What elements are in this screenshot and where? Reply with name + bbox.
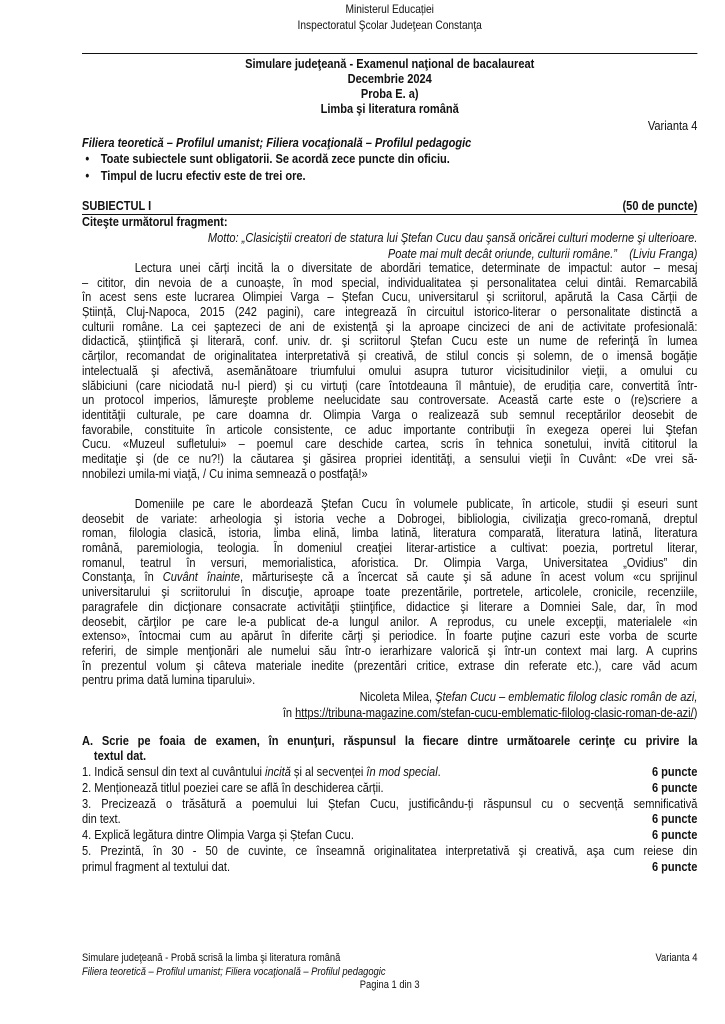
text-run: Constanţa, în <box>82 570 163 585</box>
paragraph-line <box>82 393 697 408</box>
question-line <box>82 828 697 844</box>
paragraph-line <box>82 334 697 349</box>
paragraph-line <box>82 320 697 335</box>
text-run: romanul, teatrul în versuri, memorialistica, aforistica. Dr. Olimpia Varga, Universitatea „Ovidius” din <box>82 555 698 570</box>
paragraph-line <box>82 261 697 276</box>
text-run: pentru prima dată lumina tiparului». <box>82 672 256 688</box>
part-a-line: textul dat. <box>93 747 147 763</box>
text-run: Domeniile pe care le abordează Ştefan Cucu în volumele publicate, în articole, studii şi eseuri sunt <box>134 497 698 511</box>
paragraph-line <box>82 423 697 438</box>
motto <box>82 231 697 262</box>
text-run: Lectura unei cărți incită la o diversitate de abordări tematice, determinate de impactul: autor – mesaj <box>134 261 698 275</box>
text-run: intelectuală şi afectivă, asemănătoare triumfului omului asupra tuturor vicisitudinilor vieţii, a omului cu <box>82 363 698 378</box>
text-run: primul fragment al textului dat. <box>82 858 231 874</box>
paragraph-line <box>82 600 697 615</box>
text-run: universitarului şi scriitorului în discuţie, aproape toate prezentările, portretele, articolele, cronicile, recenziile, <box>82 585 698 600</box>
question-line <box>82 781 697 797</box>
text-run: paragrafele din dicţionare consacrate activităţii ştiinţifice, didactice şi literare a Domniei Sale, dar, în mod <box>82 599 698 614</box>
text-run: , mărturiseşte că a încercat să caute şi să adune în acest volum «cu sprijinul <box>240 570 698 585</box>
inspectorate-name: Inspectoratul Şcolar Judeţean Constanţa <box>297 18 482 32</box>
footer-profile: Filiera teoretică – Profilul umanist; Filiera vocaţională – Profilul pedagogic <box>82 965 386 978</box>
text-run: referiri, de simple menţionări ale numelui său într-o ierarhizare valorică şi într-un context mai larg. A cuprins <box>82 643 698 658</box>
paragraph-line <box>82 452 697 467</box>
text-run: 4. Explică legătura dintre Olimpia Varga și Ștefan Cucu. <box>82 827 354 843</box>
text-run: în acest sens este lucrarea Olimpiei Varga – Ștefan Cucu, universitarul și scriitorul, apărută la Casa Cărții de <box>82 290 698 305</box>
paragraph-line <box>82 673 697 688</box>
subject-heading <box>82 199 697 215</box>
paragraph-line <box>82 556 697 571</box>
source-suffix: ) <box>693 704 698 720</box>
question-item <box>82 781 697 797</box>
rule-item: • Timpul de lucru efectiv este de trei ore. <box>82 169 697 186</box>
text-run: . <box>437 764 441 779</box>
text-run: cărților, recomandat de originalitatea interpretativă și creativă, de stilul concis și solemn, de o imensă bogăție <box>82 349 698 364</box>
profile-line: Filiera teoretică – Profilul umanist; Filiera vocaţională – Profilul pedagogic <box>82 135 472 150</box>
paragraph-line <box>82 467 697 482</box>
question-line <box>82 844 697 860</box>
text-run: slăbiciuni (care niciodată nu-l pierd) şi cu virtuţi (care întotdeauna îl mântuie), de erudiția care, convertită într- <box>82 378 698 393</box>
question-line <box>82 812 697 828</box>
text-run: deosebit, cărţilor pe care le-a publicat de-a lungul anilor. A reprodus, cu unele excepţii, materialele «in <box>82 614 698 629</box>
question-item <box>82 797 697 829</box>
reading-instruction: Citeşte următorul fragment: <box>82 214 228 229</box>
motto-author: (Liviu Franga) <box>629 245 698 261</box>
question-points: 6 puncte <box>651 827 698 843</box>
page-footer <box>82 951 697 993</box>
footer-title: Simulare judeţeană - Probă scrisă la limba şi literatura română <box>82 952 341 964</box>
paragraph-line <box>82 276 697 291</box>
text-run: 3. Precizează o trăsătură a poemului lui Ștefan Cucu, justificându-ți răspunsul cu o secvență semnificativă <box>82 796 698 811</box>
paragraph-line <box>82 379 697 394</box>
source-citation <box>82 690 697 720</box>
paragraph-line <box>82 570 697 585</box>
question-line <box>82 860 697 876</box>
italic-text: incită <box>265 764 291 779</box>
paragraph-line <box>82 541 697 556</box>
text-run: din text. <box>82 811 121 827</box>
ministry-name: Ministerul Educației <box>345 2 434 16</box>
question-line <box>82 765 697 781</box>
source-link[interactable]: https://tribuna-magazine.com/stefan-cucu-emblematic-filolog-clasic-roman-de-azi/ <box>295 704 694 720</box>
subject-name: SUBIECTUL I <box>82 198 152 213</box>
variant-label: Varianta 4 <box>647 118 698 133</box>
paragraph-line <box>82 644 697 659</box>
title-line: Limba şi literatura română <box>320 101 459 116</box>
text-run: culturii române. La cei şaptezeci de ani de existenţă şi la aproape cincizeci de ani de activitate profesională: <box>82 319 698 334</box>
paragraph-line <box>82 629 697 644</box>
text-run: și al secvenței <box>290 764 367 779</box>
question-item <box>82 828 697 844</box>
exam-rules <box>82 152 697 185</box>
text-run: didactică, ştiinţifică şi literară, conf. univ. dr. şi scriitorul Ştefan Cucu este un nume de referinţă în lumea <box>82 334 698 349</box>
paragraph-line <box>82 349 697 364</box>
paragraph-line <box>82 305 697 320</box>
rule-item: • Toate subiectele sunt obligatorii. Se acordă zece puncte din oficiu. <box>82 152 697 169</box>
text-run: Știință, Cluj-Napoca, 2015 (242 pagini), care integrează în circuitul istorico-literar o personalitate distinctă a <box>82 305 698 320</box>
text-run: favorabile, constituite în articole consistente, ce aduc importante contribuţii în exegeza operei lui Ştefan <box>82 422 698 437</box>
page-header <box>82 2 697 34</box>
paragraph-line <box>82 408 697 423</box>
question-line <box>82 797 697 813</box>
paragraph-1 <box>82 261 697 481</box>
text-run: 2. Menționează titlul poeziei care se află în deschiderea cărții. <box>82 779 384 795</box>
part-a-line: A. Scrie pe foaia de examen, în enunţuri, răspunsul la fiecare dintre următoarele cerinţe cu privire la <box>82 734 698 748</box>
text-run: un protocol imperios, lămureşte probleme neelucidate sau controversate. Această carte este o (re)scriere a <box>82 393 698 408</box>
source-title: Ştefan Cucu – emblematic filolog clasic român de azi, <box>435 689 698 704</box>
question-item <box>82 765 697 781</box>
text-run: deosebit de variate: arheologia şi istoria veche a Dobrogei, bibliologia, civilizaţia greco-romană, dreptul <box>82 511 698 526</box>
title-line: Decembrie 2024 <box>347 71 432 86</box>
source-author: Nicoleta Milea, <box>359 689 433 704</box>
footer-variant: Varianta 4 <box>655 952 698 964</box>
question-points: 6 puncte <box>651 858 698 874</box>
paragraph-line <box>82 526 697 541</box>
questions-list <box>82 765 697 876</box>
paragraph-line <box>82 290 697 305</box>
text-run: Cucu. «Muzeul sufletului» – poemul care deschide cartea, scris în tehnica sonetului, invită cititorul la <box>82 437 698 452</box>
question-points: 6 puncte <box>651 779 698 795</box>
header-divider <box>82 53 697 54</box>
text-run: 1. Indică sensul din text al cuvântului <box>82 764 266 779</box>
title-line: Proba E. a) <box>360 86 419 101</box>
question-item <box>82 844 697 876</box>
text-run: roman, filologia clasică, istoria, limba elină, limba latină, literatura comparată, literatura latină, literatura <box>82 526 698 541</box>
text-run: nnobilezi umila-mi viaţă, / Cu inima semnează o postfaţă!» <box>82 465 368 481</box>
motto-line: „Clasiciştii creatori de statura lui Ştefan Cucu dau şansă oricărei culturi moderne şi ulterioare. <box>241 230 698 245</box>
text-run: în prezentul volum şi câteva materiale inedite (prezentări critice, extrase din referate etc.), care văd acum <box>82 658 698 673</box>
paragraph-line <box>82 497 697 512</box>
motto-line: Poate mai mult decât oriunde, culturii române.” <box>387 245 617 261</box>
motto-label: Motto: <box>207 230 239 245</box>
text-run: extenso», întocmai cum au apărut în diferite cărţi şi periodice. În foarte puţine cazuri este vorba de scurte <box>82 629 698 644</box>
text-run: română, paremiologia, teologia. În domeniul creaţiei literar-artistice a cultivat: poezia, portretul literar, <box>82 541 698 556</box>
paragraph-line <box>82 615 697 630</box>
subject-points: (50 de puncte) <box>622 198 698 213</box>
question-points: 6 puncte <box>651 811 698 827</box>
italic-text: Cuvânt înainte <box>162 570 241 585</box>
paragraph-line <box>82 437 697 452</box>
text-run: – cititor, din nevoia de a cunoaște, în mod special, individualitatea și personalitatea celui dintâi. Remarcabilă <box>82 275 698 290</box>
title-line: Simulare judeţeană - Examenul naţional de bacalaureat <box>245 56 535 71</box>
paragraph-2 <box>82 497 697 688</box>
text-run: meditaţie şi (de ce nu?!) la căutarea şi găsirea propriei identităţi, a sensului vieţii în Cuvânt: «De vrei să- <box>82 451 698 466</box>
source-prefix: în <box>282 704 293 720</box>
text-run: identităţii culturale, pe care doamna dr. Olimpia Varga o realizează sub semnul receptărilor deosebit de <box>82 407 698 422</box>
question-points: 6 puncte <box>651 764 698 779</box>
part-a-heading <box>82 734 697 763</box>
paragraph-line <box>82 512 697 527</box>
exam-title <box>82 57 697 117</box>
paragraph-line <box>82 364 697 379</box>
paragraph-line <box>82 659 697 674</box>
italic-text: în mod special <box>366 764 438 779</box>
paragraph-line <box>82 585 697 600</box>
page-number: Pagina 1 din 3 <box>359 979 420 991</box>
text-run: 5. Prezintă, în 30 - 50 de cuvinte, ce înseamnă originalitatea interpretativă şi creativă, aşa cum reiese din <box>82 843 698 858</box>
